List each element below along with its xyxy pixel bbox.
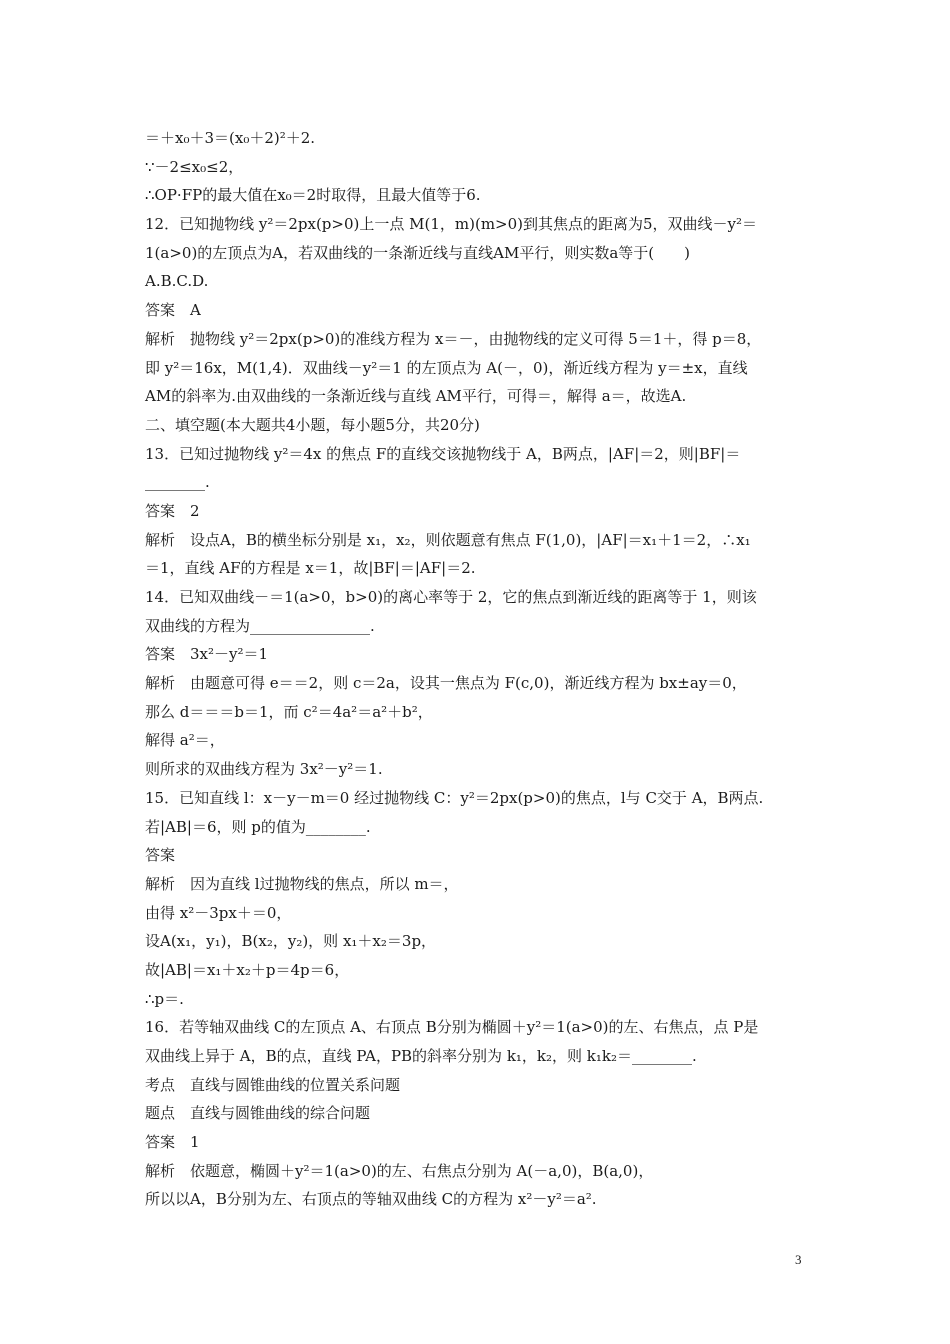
text-line: 答案 (145, 846, 176, 865)
text-line: ∵－2≤x₀≤2， (145, 157, 244, 176)
page-number: 3 (795, 1252, 802, 1267)
text-line: 故|AB|＝x₁＋x₂＋p＝4p＝6， (145, 960, 350, 979)
text-line: 解析 因为直线 l过抛物线的焦点，所以 m＝， (145, 874, 459, 893)
text-line: 解得 a²＝， (145, 731, 225, 750)
text-line: 若|AB|＝6，则 p的值为________. (145, 817, 371, 836)
text-line: ∴p＝. (145, 989, 184, 1008)
text-line: AM的斜率为.由双曲线的一条渐近线与直线 AM平行，可得＝，解得 a＝，故选A. (145, 387, 687, 406)
text-line: 16．若等轴双曲线 C的左顶点 A、右顶点 B分别为椭圆＋y²＝1(a>0)的左、右焦点，点 P是 (145, 1018, 759, 1037)
text-line: 由得 x²－3px＋＝0， (145, 903, 292, 922)
text-line: 答案 1 (145, 1133, 200, 1152)
text-line: 解析 依题意，椭圆＋y²＝1(a>0)的左、右焦点分别为 A(－a,0)，B(a,0)， (145, 1161, 654, 1180)
text-line: 15．已知直线 l：x－y－m＝0 经过抛物线 C：y²＝2px(p>0)的焦点，l与 C交于 A，B两点. (145, 788, 764, 807)
text-line: 二、填空题(本大题共4小题，每小题5分，共20分) (145, 415, 480, 434)
text-line: ＝＋x₀＋3＝(x₀＋2)²＋2. (145, 129, 316, 147)
text-line: 解析 抛物线 y²＝2px(p>0)的准线方程为 x＝－，由抛物线的定义可得 5＝1＋，得 p＝8， (145, 329, 762, 348)
text-line: ＝1，直线 AF的方程是 x＝1，故|BF|＝|AF|＝2. (145, 559, 476, 578)
page-content (145, 124, 815, 1214)
text-line: 题点 直线与圆锥曲线的综合问题 (145, 1104, 371, 1123)
text-line: 13．已知过抛物线 y²＝4x 的焦点 F的直线交该抛物线于 A，B两点，|AF|＝2，则|BF|＝ (145, 444, 741, 463)
text-line: 设A(x₁，y₁)，B(x₂，y₂)，则 x₁＋x₂＝3p， (145, 932, 437, 951)
text-line: ∴OP·FP的最大值在x₀＝2时取得，且最大值等于6. (145, 186, 481, 205)
text-line: 解析 设点A，B的横坐标分别是 x₁，x₂，则依题意有焦点 F(1,0)，|AF|＝x₁＋1＝2，∴x₁ (145, 530, 751, 549)
text-line: 考点 直线与圆锥曲线的位置关系问题 (145, 1075, 401, 1094)
text-line: 答案 A (145, 301, 201, 320)
text-line: 14．已知双曲线－＝1(a>0，b>0)的离心率等于 2，它的焦点到渐近线的距离等于 1，则该 (145, 588, 757, 606)
text-line: 那么 d＝＝＝b＝1，而 c²＝4a²＝a²＋b²， (145, 702, 433, 721)
text-line: A.B.C.D. (145, 272, 209, 291)
text-line: 所以以A，B分别为左、右顶点的等轴双曲线 C的方程为 x²－y²＝a². (145, 1190, 597, 1209)
text-line: 答案 3x²－y²＝1 (145, 645, 269, 664)
text-line: 则所求的双曲线方程为 3x²－y²＝1. (145, 760, 383, 779)
text-line: 即 y²＝16x，M(1,4)．双曲线－y²＝1 的左顶点为 A(－，0)，渐近线方程为 y＝±x，直线 (145, 358, 748, 377)
text-line: 双曲线上异于 A，B的点，直线 PA，PB的斜率分别为 k₁，k₂，则 k₁k₂＝________. (145, 1047, 697, 1065)
text-line: 解析 由题意可得 e＝＝2，则 c＝2a，设其一焦点为 F(c,0)，渐近线方程为 bx±ay＝0， (145, 674, 747, 693)
text-line: ________. (145, 473, 210, 492)
text-line: 1(a>0)的左顶点为A，若双曲线的一条渐近线与直线AM平行，则实数a等于( ) (145, 243, 690, 262)
text-line: 双曲线的方程为________________. (145, 616, 375, 635)
text-line: 12．已知抛物线 y²＝2px(p>0)上一点 M(1，m)(m>0)到其焦点的距离为5，双曲线－y²＝ (145, 215, 758, 234)
text-line: 答案 2 (145, 501, 200, 520)
